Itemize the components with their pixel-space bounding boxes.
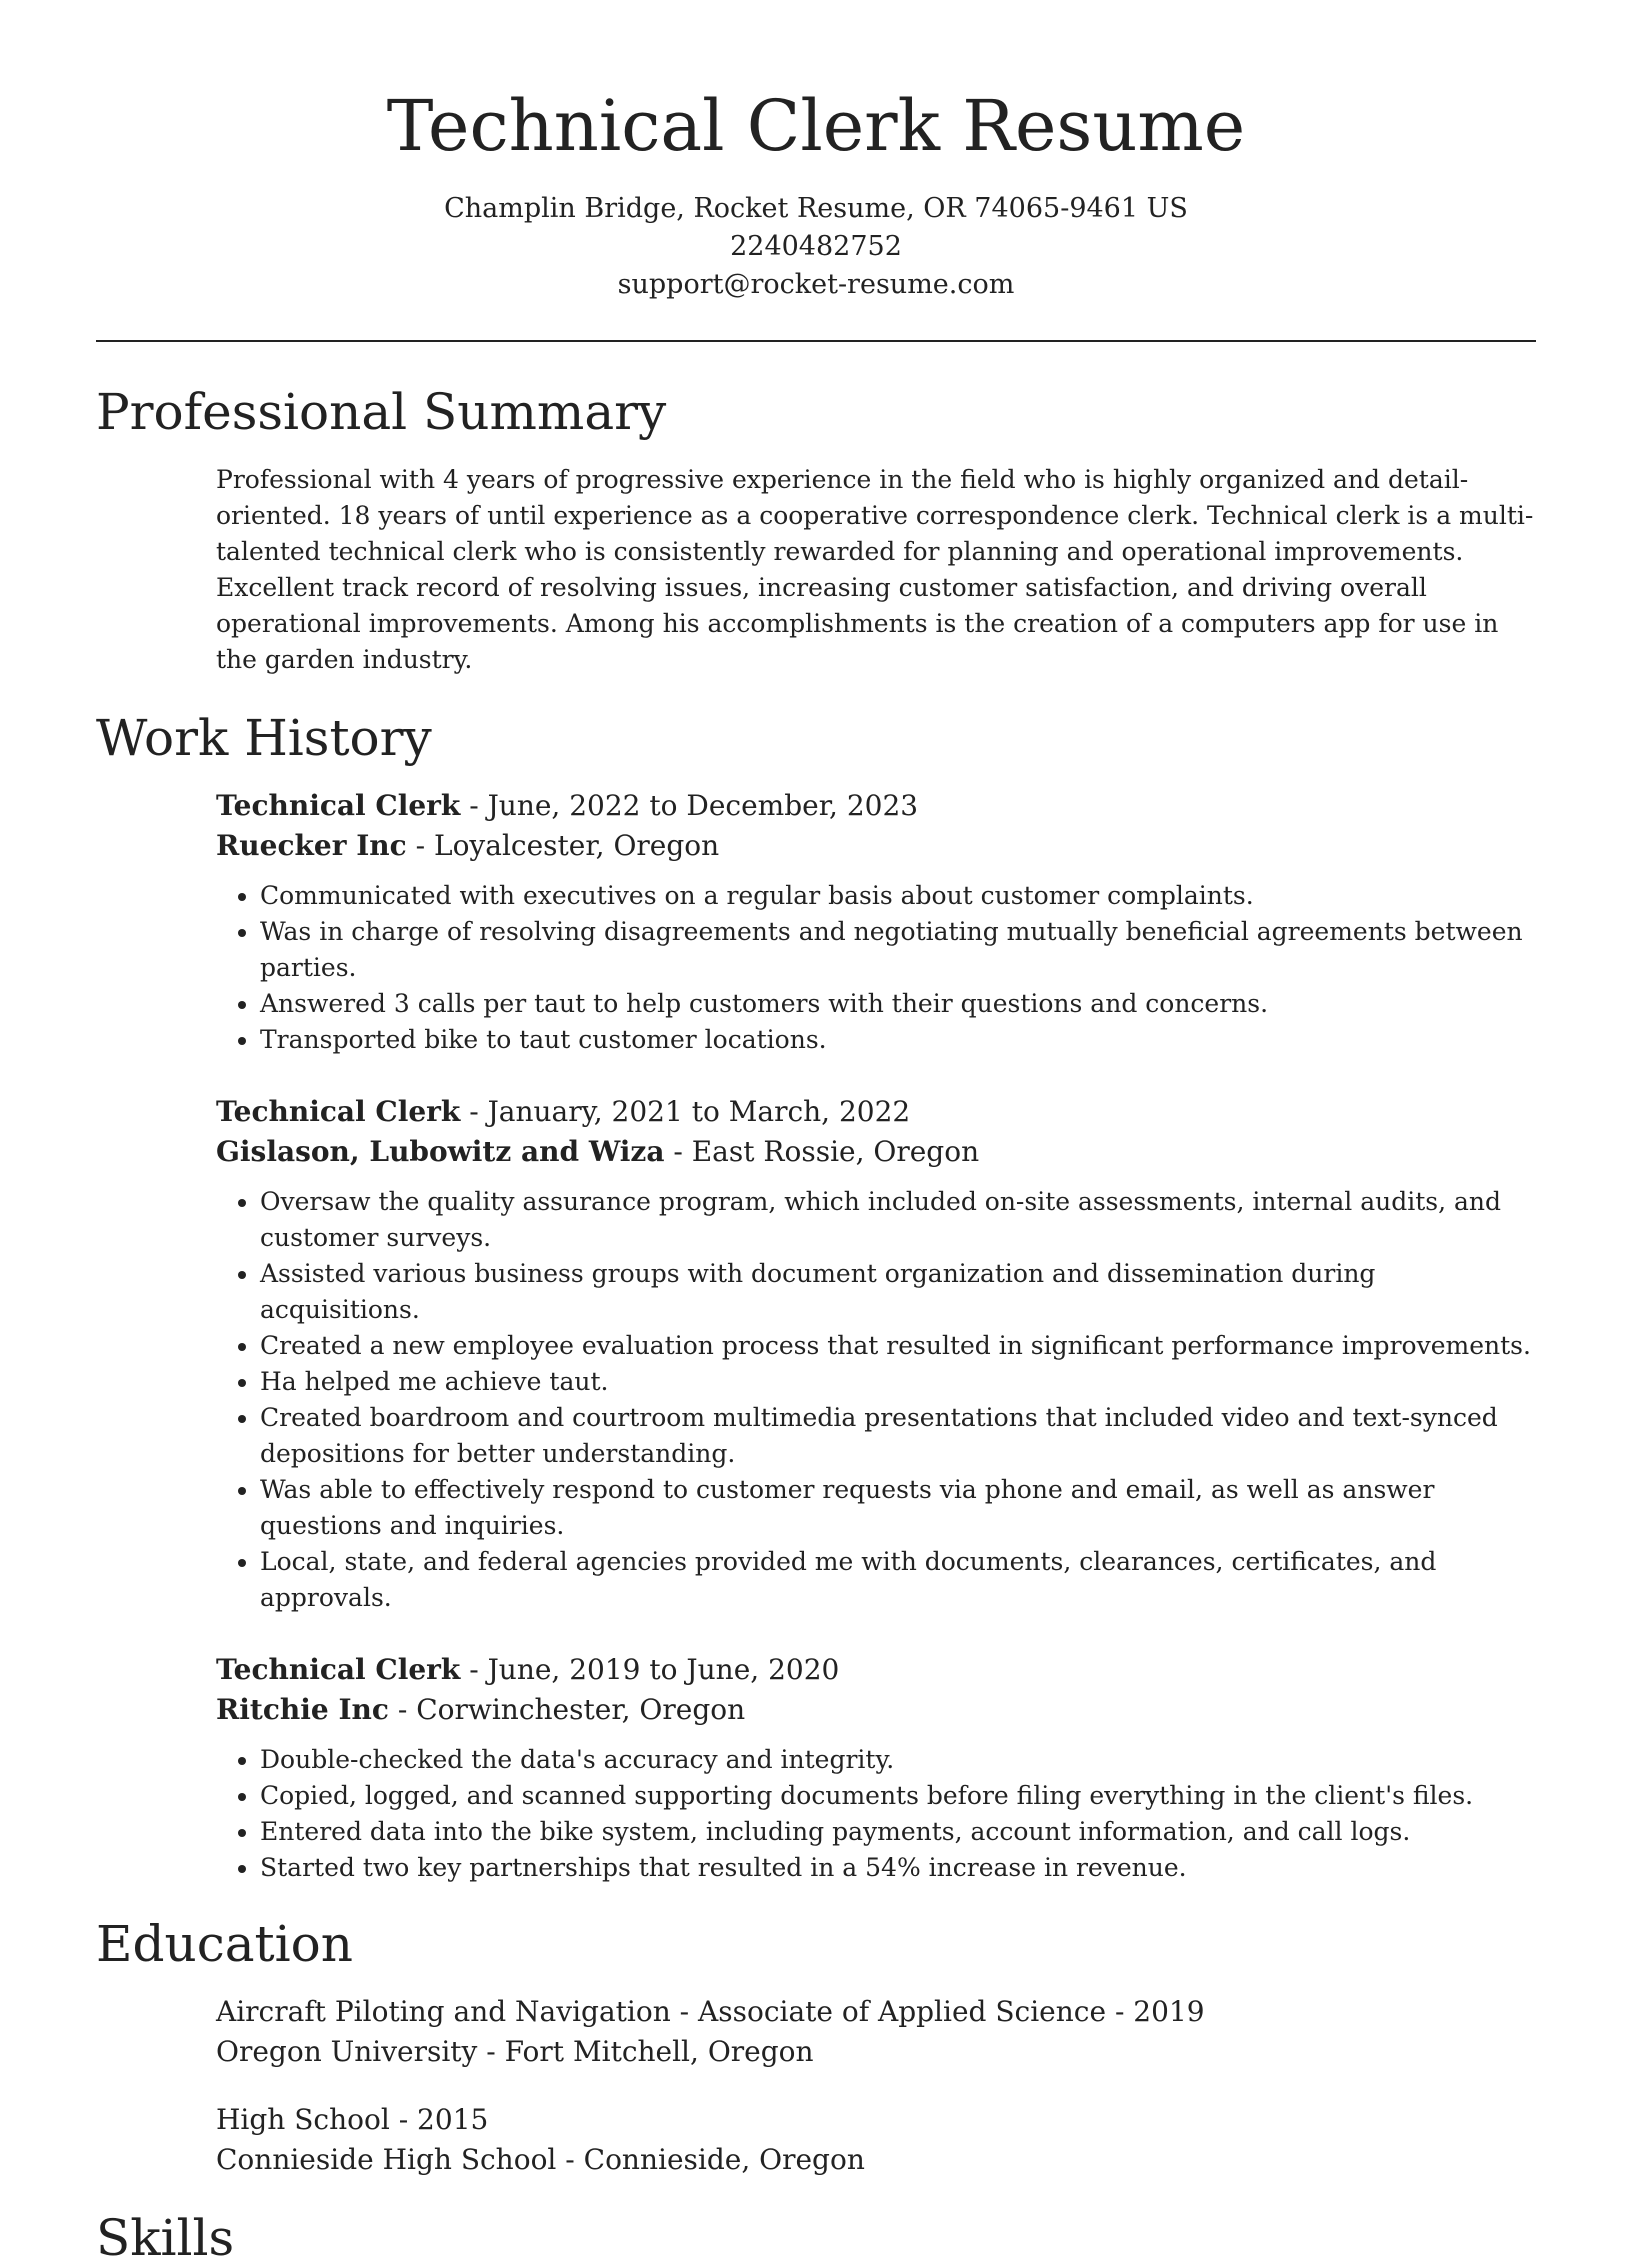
list-item: • Oversaw the quality assurance program, which included on-site assessments, internal audits, and customer surveys.: [260, 1184, 1536, 1256]
resume-page: [96, 0, 1536, 2268]
education-location: - Connieside, Oregon: [556, 2143, 865, 2176]
job-bullets: [216, 1742, 1536, 1886]
list-item: • Was in charge of resolving disagreements and negotiating mutually beneficial agreements between parties.: [260, 914, 1536, 986]
section-title-skills: Skills: [96, 2209, 235, 2267]
education-year: - 2019: [1106, 1995, 1205, 2028]
job-dates: - June, 2019 to June, 2020: [460, 1653, 840, 1686]
education-entry: [216, 1992, 1536, 2072]
header-divider: [96, 340, 1536, 342]
list-item: • Copied, logged, and scanned supporting documents before filing everything in the client's files.: [260, 1778, 1536, 1814]
list-item: • Created a new employee evaluation process that resulted in significant performance improvements.: [260, 1328, 1536, 1364]
education-school: Oregon University: [216, 2035, 478, 2068]
list-item: • Transported bike to taut customer locations.: [260, 1022, 1536, 1058]
list-item: • Answered 3 calls per taut to help customers with their questions and concerns.: [260, 986, 1536, 1022]
education-school-line: [216, 2032, 1536, 2072]
education-school: Connieside High School: [216, 2143, 557, 2176]
address: Champlin Bridge, Rocket Resume, OR 74065-9461 US: [444, 193, 1188, 224]
job-company: Gislason, Lubowitz and Wiza: [216, 1135, 665, 1168]
resume-header: [96, 0, 1536, 304]
job-entry: [216, 786, 1536, 1058]
list-item: • Local, state, and federal agencies provided me with documents, clearances, certificates, and approvals.: [260, 1544, 1536, 1616]
list-item: • Created boardroom and courtroom multimedia presentations that included video and text-synced depositions for better understanding.: [260, 1400, 1536, 1472]
job-title-line: [216, 786, 1536, 826]
job-company-line: [216, 826, 1536, 866]
job-role: Technical Clerk: [216, 1653, 461, 1686]
job-company-line: [216, 1690, 1536, 1730]
contact-block: [96, 190, 1536, 304]
section-title-work-history: Work History: [96, 709, 432, 767]
education-year: - 2015: [389, 2103, 489, 2136]
list-item: • Was able to effectively respond to customer requests via phone and email, as well as answer questions and inquiries.: [260, 1472, 1536, 1544]
job-role: Technical Clerk: [216, 789, 461, 822]
education-degree: High School: [216, 2103, 390, 2136]
job-location: - Loyalcester, Oregon: [406, 829, 720, 862]
list-item: • Double-checked the data's accuracy and integrity.: [260, 1742, 1536, 1778]
list-item: • Entered data into the bike system, including payments, account information, and call logs.: [260, 1814, 1536, 1850]
list-item: • Started two key partnerships that resulted in a 54% increase in revenue.: [260, 1850, 1536, 1886]
job-bullets: [216, 878, 1536, 1058]
job-company: Ritchie Inc: [216, 1693, 389, 1726]
job-title-line: [216, 1092, 1536, 1132]
education-degree-line: [216, 2100, 1536, 2140]
job-company: Ruecker Inc: [216, 829, 407, 862]
job-role: Technical Clerk: [216, 1095, 461, 1128]
education-list: [216, 1992, 1536, 2180]
education-degree: Aircraft Piloting and Navigation - Associate of Applied Science: [216, 1995, 1107, 2028]
summary-text: Professional with 4 years of progressive experience in the field who is highly organized and detail-oriented. 18 years of until experience as a cooperative correspondence clerk. Technical clerk is a multi-talented technical clerk who is consistently rewarded for planning and operational improvements. Excellent track record of resolving issues, increasing customer satisfaction, and driving overall operational improvements. Among his accomplishments is the creation of a computers app for use in the garden industry.: [216, 465, 1534, 674]
list-item: • Ha helped me achieve taut.: [260, 1364, 1536, 1400]
job-entry: [216, 1650, 1536, 1886]
job-dates: - January, 2021 to March, 2022: [460, 1095, 911, 1128]
section-title-education: Education: [96, 1915, 353, 1973]
education-school-line: [216, 2140, 1536, 2180]
job-entry: [216, 1092, 1536, 1616]
list-item: • Communicated with executives on a regular basis about customer complaints.: [260, 878, 1536, 914]
section-title-summary: Professional Summary: [96, 383, 667, 441]
job-location: - Corwinchester, Oregon: [388, 1693, 746, 1726]
email: support@rocket-resume.com: [617, 269, 1015, 300]
list-item: • Assisted various business groups with document organization and dissemination during acquisitions.: [260, 1256, 1536, 1328]
education-location: - Fort Mitchell, Oregon: [477, 2035, 814, 2068]
work-history-list: [216, 786, 1536, 1886]
phone: 2240482752: [730, 231, 902, 262]
job-bullets: [216, 1184, 1536, 1616]
job-company-line: [216, 1132, 1536, 1172]
education-degree-line: [216, 1992, 1536, 2032]
job-title-line: [216, 1650, 1536, 1690]
job-location: - East Rossie, Oregon: [664, 1135, 980, 1168]
resume-title: Technical Clerk Resume: [386, 85, 1246, 167]
job-dates: - June, 2022 to December, 2023: [460, 789, 919, 822]
education-entry: [216, 2100, 1536, 2180]
